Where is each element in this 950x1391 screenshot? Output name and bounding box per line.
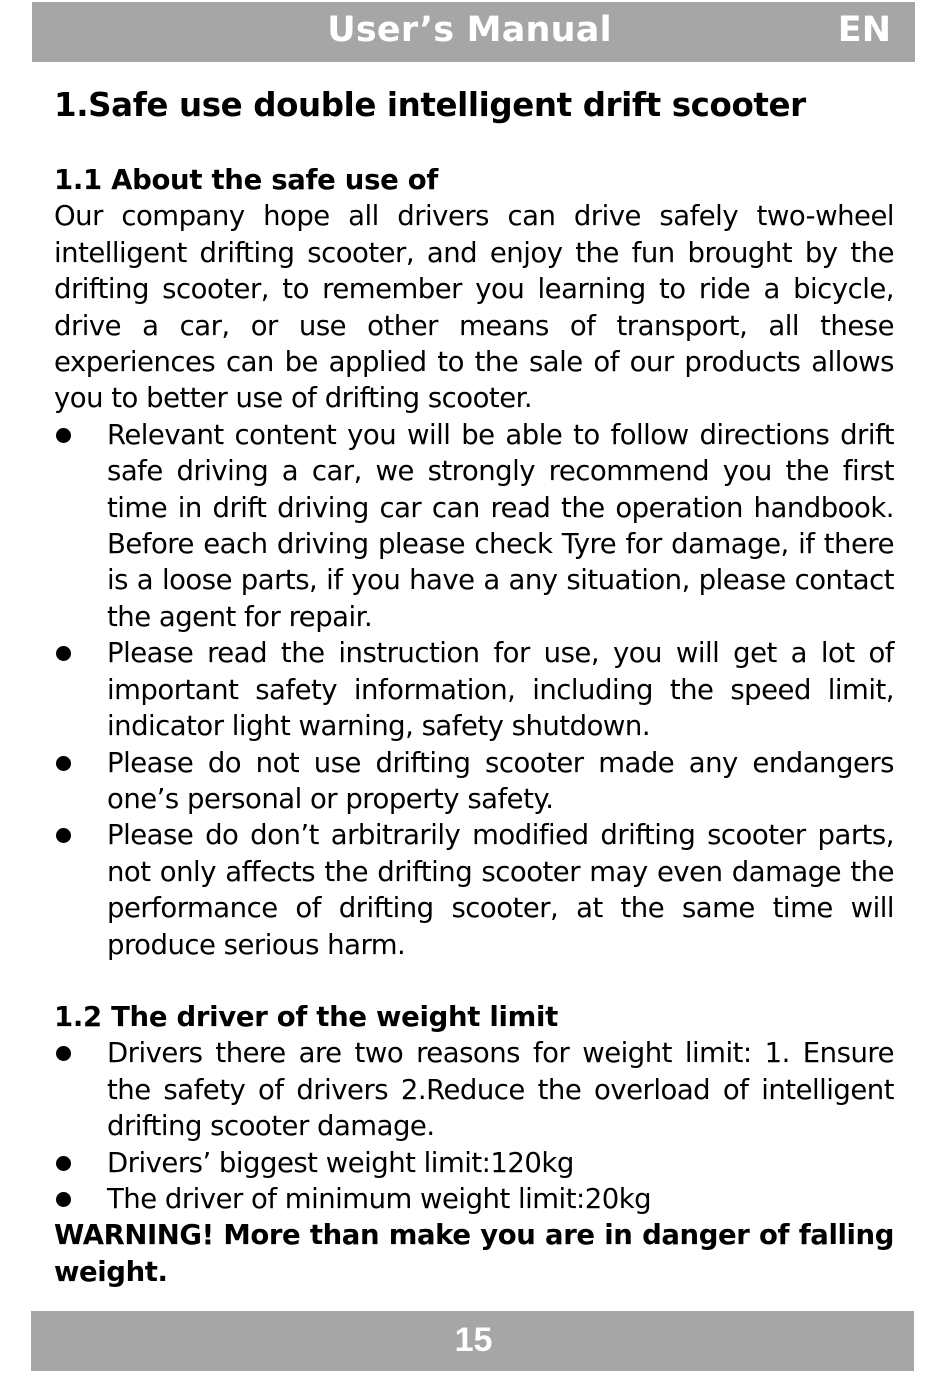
bullet-icon xyxy=(56,428,71,443)
bullet-icon xyxy=(56,1156,71,1171)
manual-title: User’s Manual xyxy=(327,10,612,50)
list-item xyxy=(54,745,894,818)
warning-text: WARNING! More than make you are in danger of falling weight. xyxy=(54,1219,894,1288)
list-item-text: Please do not use drifting scooter made any endangers one’s personal or property safety. xyxy=(107,746,894,815)
page-number: 15 xyxy=(454,1321,493,1359)
list-item-text: Drivers there are two reasons for weight limit: 1. Ensure the safety of drivers 2.Reduce the overload of intelligent drifting scooter damage. xyxy=(107,1037,894,1143)
footer-bar xyxy=(31,1311,914,1371)
bullet-icon xyxy=(56,828,71,843)
bullet-icon xyxy=(56,1192,71,1207)
list-item xyxy=(54,817,894,963)
intro-paragraph: Our company hope all drivers can drive safely two-wheel intelligent drifting scooter, and enjoy the fun brought by the drifting scooter, to remember you learning to ride a bicycle, drive a car, or use other means of transport, all these experiences can be applied to the sale of our products allows you to better use of drifting scooter. xyxy=(54,200,894,415)
list-item-text: Relevant content you will be able to follow directions drift safe driving a car, we strongly recommend you the first time in drift driving car can read the operation handbook. Before each driving please check Tyre for damage, if there is a loose parts, if you have a any situation, please contact the agent for repair. xyxy=(107,418,894,633)
language-label: EN xyxy=(837,10,891,50)
list-item xyxy=(54,635,894,744)
list-item xyxy=(54,417,894,635)
list-item xyxy=(54,1035,894,1144)
bullet-icon xyxy=(56,646,71,661)
list-item-text: Please do don’t arbitrarily modified drifting scooter parts, not only affects the drifting scooter may even damage the performance of drifting scooter, at the same time will produce serious harm. xyxy=(107,819,894,961)
page-title: 1.Safe use double intelligent drift scooter xyxy=(54,86,806,124)
list-item xyxy=(54,1145,894,1181)
section-heading-weight-limit: 1.2 The driver of the weight limit xyxy=(54,1000,558,1033)
section-heading-safe-use: 1.1 About the safe use of xyxy=(54,164,439,196)
header-bar xyxy=(32,2,915,62)
page-content xyxy=(54,82,894,1290)
list-item-text: Drivers’ biggest weight limit:120kg xyxy=(107,1146,574,1179)
list-item-text: The driver of minimum weight limit:20kg xyxy=(107,1182,652,1215)
bullet-icon xyxy=(56,1046,71,1061)
list-item xyxy=(54,1181,894,1217)
bullet-icon xyxy=(56,756,71,771)
list-item-text: Please read the instruction for use, you will get a lot of important safety information, including the speed limit, indicator light warning, safety shutdown. xyxy=(107,637,894,743)
weight-limit-list xyxy=(54,1035,894,1217)
safe-use-list xyxy=(54,417,894,963)
